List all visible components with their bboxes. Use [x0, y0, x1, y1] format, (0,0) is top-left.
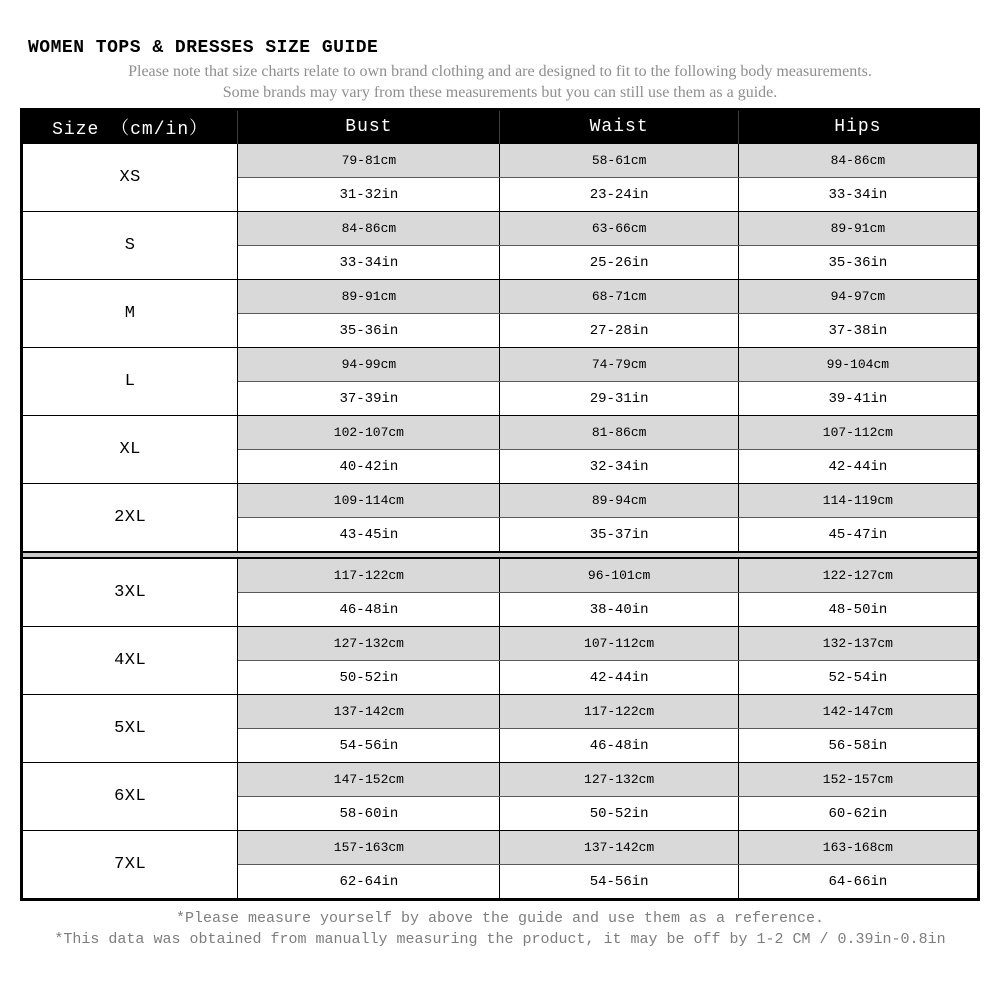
- measurement-in-cell: 64-66in: [738, 865, 978, 900]
- size-label: 2XL: [22, 484, 238, 553]
- measurement-in-cell: 50-52in: [238, 661, 500, 695]
- measurement-cm-cell: 102-107cm: [238, 416, 500, 450]
- measurement-cm-cell: 132-137cm: [738, 627, 978, 661]
- measurement-cm-cell: 94-97cm: [738, 280, 978, 314]
- measurement-cm-cell: 137-142cm: [500, 831, 738, 865]
- measurement-in-cell: 40-42in: [238, 450, 500, 484]
- size-label: XS: [22, 144, 238, 212]
- measurement-in-cell: 35-36in: [738, 246, 978, 280]
- measurement-in-cell: 52-54in: [738, 661, 978, 695]
- size-label: 6XL: [22, 763, 238, 831]
- measurement-in-cell: 48-50in: [738, 593, 978, 627]
- size-row-cm: [22, 627, 979, 661]
- header-size: Size （cm/in）: [22, 110, 238, 144]
- header-bust: Bust: [238, 110, 500, 144]
- size-table: [20, 108, 980, 901]
- measurement-in-cell: 58-60in: [238, 797, 500, 831]
- measurement-cm-cell: 63-66cm: [500, 212, 738, 246]
- measurement-cm-cell: 99-104cm: [738, 348, 978, 382]
- measurement-cm-cell: 58-61cm: [500, 144, 738, 178]
- measurement-in-cell: 32-34in: [500, 450, 738, 484]
- subtitle-line-2: Some brands may vary from these measurements but you can still use them as a guide.: [222, 84, 778, 101]
- size-label: L: [22, 348, 238, 416]
- measurement-in-cell: 27-28in: [500, 314, 738, 348]
- measurement-in-cell: 54-56in: [500, 865, 738, 900]
- measurement-cm-cell: 157-163cm: [238, 831, 500, 865]
- size-row-cm: [22, 144, 979, 178]
- note-1: *Please measure yourself by above the guide and use them as a reference.: [175, 910, 825, 927]
- measurement-in-cell: 37-38in: [738, 314, 978, 348]
- size-label: 3XL: [22, 558, 238, 627]
- header-hips: Hips: [738, 110, 978, 144]
- size-table-body: [22, 144, 979, 900]
- measurement-cm-cell: 163-168cm: [738, 831, 978, 865]
- size-label: 7XL: [22, 831, 238, 900]
- measurement-cm-cell: 89-91cm: [238, 280, 500, 314]
- measurement-cm-cell: 127-132cm: [500, 763, 738, 797]
- measurement-cm-cell: 81-86cm: [500, 416, 738, 450]
- measurement-in-cell: 37-39in: [238, 382, 500, 416]
- measurement-in-cell: 43-45in: [238, 518, 500, 553]
- measurement-in-cell: 35-37in: [500, 518, 738, 553]
- measurement-in-cell: 46-48in: [238, 593, 500, 627]
- size-label: 5XL: [22, 695, 238, 763]
- measurement-cm-cell: 89-94cm: [500, 484, 738, 518]
- measurement-cm-cell: 122-127cm: [738, 558, 978, 593]
- note-2: *This data was obtained from manually measuring the product, it may be off by 1-2 CM / 0.39in-0.8in: [54, 931, 946, 948]
- size-row-cm: [22, 831, 979, 865]
- measurement-cm-cell: 127-132cm: [238, 627, 500, 661]
- size-row-cm: [22, 348, 979, 382]
- measurement-cm-cell: 94-99cm: [238, 348, 500, 382]
- measurement-in-cell: 33-34in: [738, 178, 978, 212]
- size-row-cm: [22, 416, 979, 450]
- measurement-cm-cell: 109-114cm: [238, 484, 500, 518]
- measurement-cm-cell: 107-112cm: [738, 416, 978, 450]
- measurement-in-cell: 56-58in: [738, 729, 978, 763]
- measurement-in-cell: 35-36in: [238, 314, 500, 348]
- measurement-in-cell: 60-62in: [738, 797, 978, 831]
- subtitle-line-1: Please note that size charts relate to own brand clothing and are designed to fit to the following body measurements.: [128, 63, 872, 80]
- size-label: M: [22, 280, 238, 348]
- measurement-in-cell: 42-44in: [738, 450, 978, 484]
- measurement-cm-cell: 114-119cm: [738, 484, 978, 518]
- size-label: XL: [22, 416, 238, 484]
- measurement-in-cell: 23-24in: [500, 178, 738, 212]
- page-title: WOMEN TOPS & DRESSES SIZE GUIDE: [28, 38, 379, 58]
- measurement-in-cell: 33-34in: [238, 246, 500, 280]
- measurement-in-cell: 29-31in: [500, 382, 738, 416]
- measurement-in-cell: 45-47in: [738, 518, 978, 553]
- measurement-in-cell: 25-26in: [500, 246, 738, 280]
- measurement-in-cell: 50-52in: [500, 797, 738, 831]
- measurement-in-cell: 38-40in: [500, 593, 738, 627]
- measurement-in-cell: 54-56in: [238, 729, 500, 763]
- size-label: 4XL: [22, 627, 238, 695]
- footer-notes: [0, 908, 1000, 950]
- measurement-cm-cell: 84-86cm: [238, 212, 500, 246]
- size-label: S: [22, 212, 238, 280]
- measurement-in-cell: 31-32in: [238, 178, 500, 212]
- measurement-in-cell: 62-64in: [238, 865, 500, 900]
- measurement-cm-cell: 96-101cm: [500, 558, 738, 593]
- measurement-in-cell: 39-41in: [738, 382, 978, 416]
- header-waist: Waist: [500, 110, 738, 144]
- measurement-cm-cell: 79-81cm: [238, 144, 500, 178]
- size-row-cm: [22, 558, 979, 593]
- measurement-cm-cell: 117-122cm: [238, 558, 500, 593]
- measurement-cm-cell: 89-91cm: [738, 212, 978, 246]
- size-row-cm: [22, 484, 979, 518]
- measurement-cm-cell: 74-79cm: [500, 348, 738, 382]
- size-row-cm: [22, 212, 979, 246]
- measurement-cm-cell: 147-152cm: [238, 763, 500, 797]
- size-row-cm: [22, 763, 979, 797]
- measurement-cm-cell: 142-147cm: [738, 695, 978, 729]
- measurement-in-cell: 42-44in: [500, 661, 738, 695]
- measurement-in-cell: 46-48in: [500, 729, 738, 763]
- measurement-cm-cell: 117-122cm: [500, 695, 738, 729]
- size-row-cm: [22, 280, 979, 314]
- measurement-cm-cell: 68-71cm: [500, 280, 738, 314]
- measurement-cm-cell: 84-86cm: [738, 144, 978, 178]
- size-table-header: [22, 110, 979, 144]
- measurement-cm-cell: 137-142cm: [238, 695, 500, 729]
- size-row-cm: [22, 695, 979, 729]
- measurement-cm-cell: 107-112cm: [500, 627, 738, 661]
- measurement-cm-cell: 152-157cm: [738, 763, 978, 797]
